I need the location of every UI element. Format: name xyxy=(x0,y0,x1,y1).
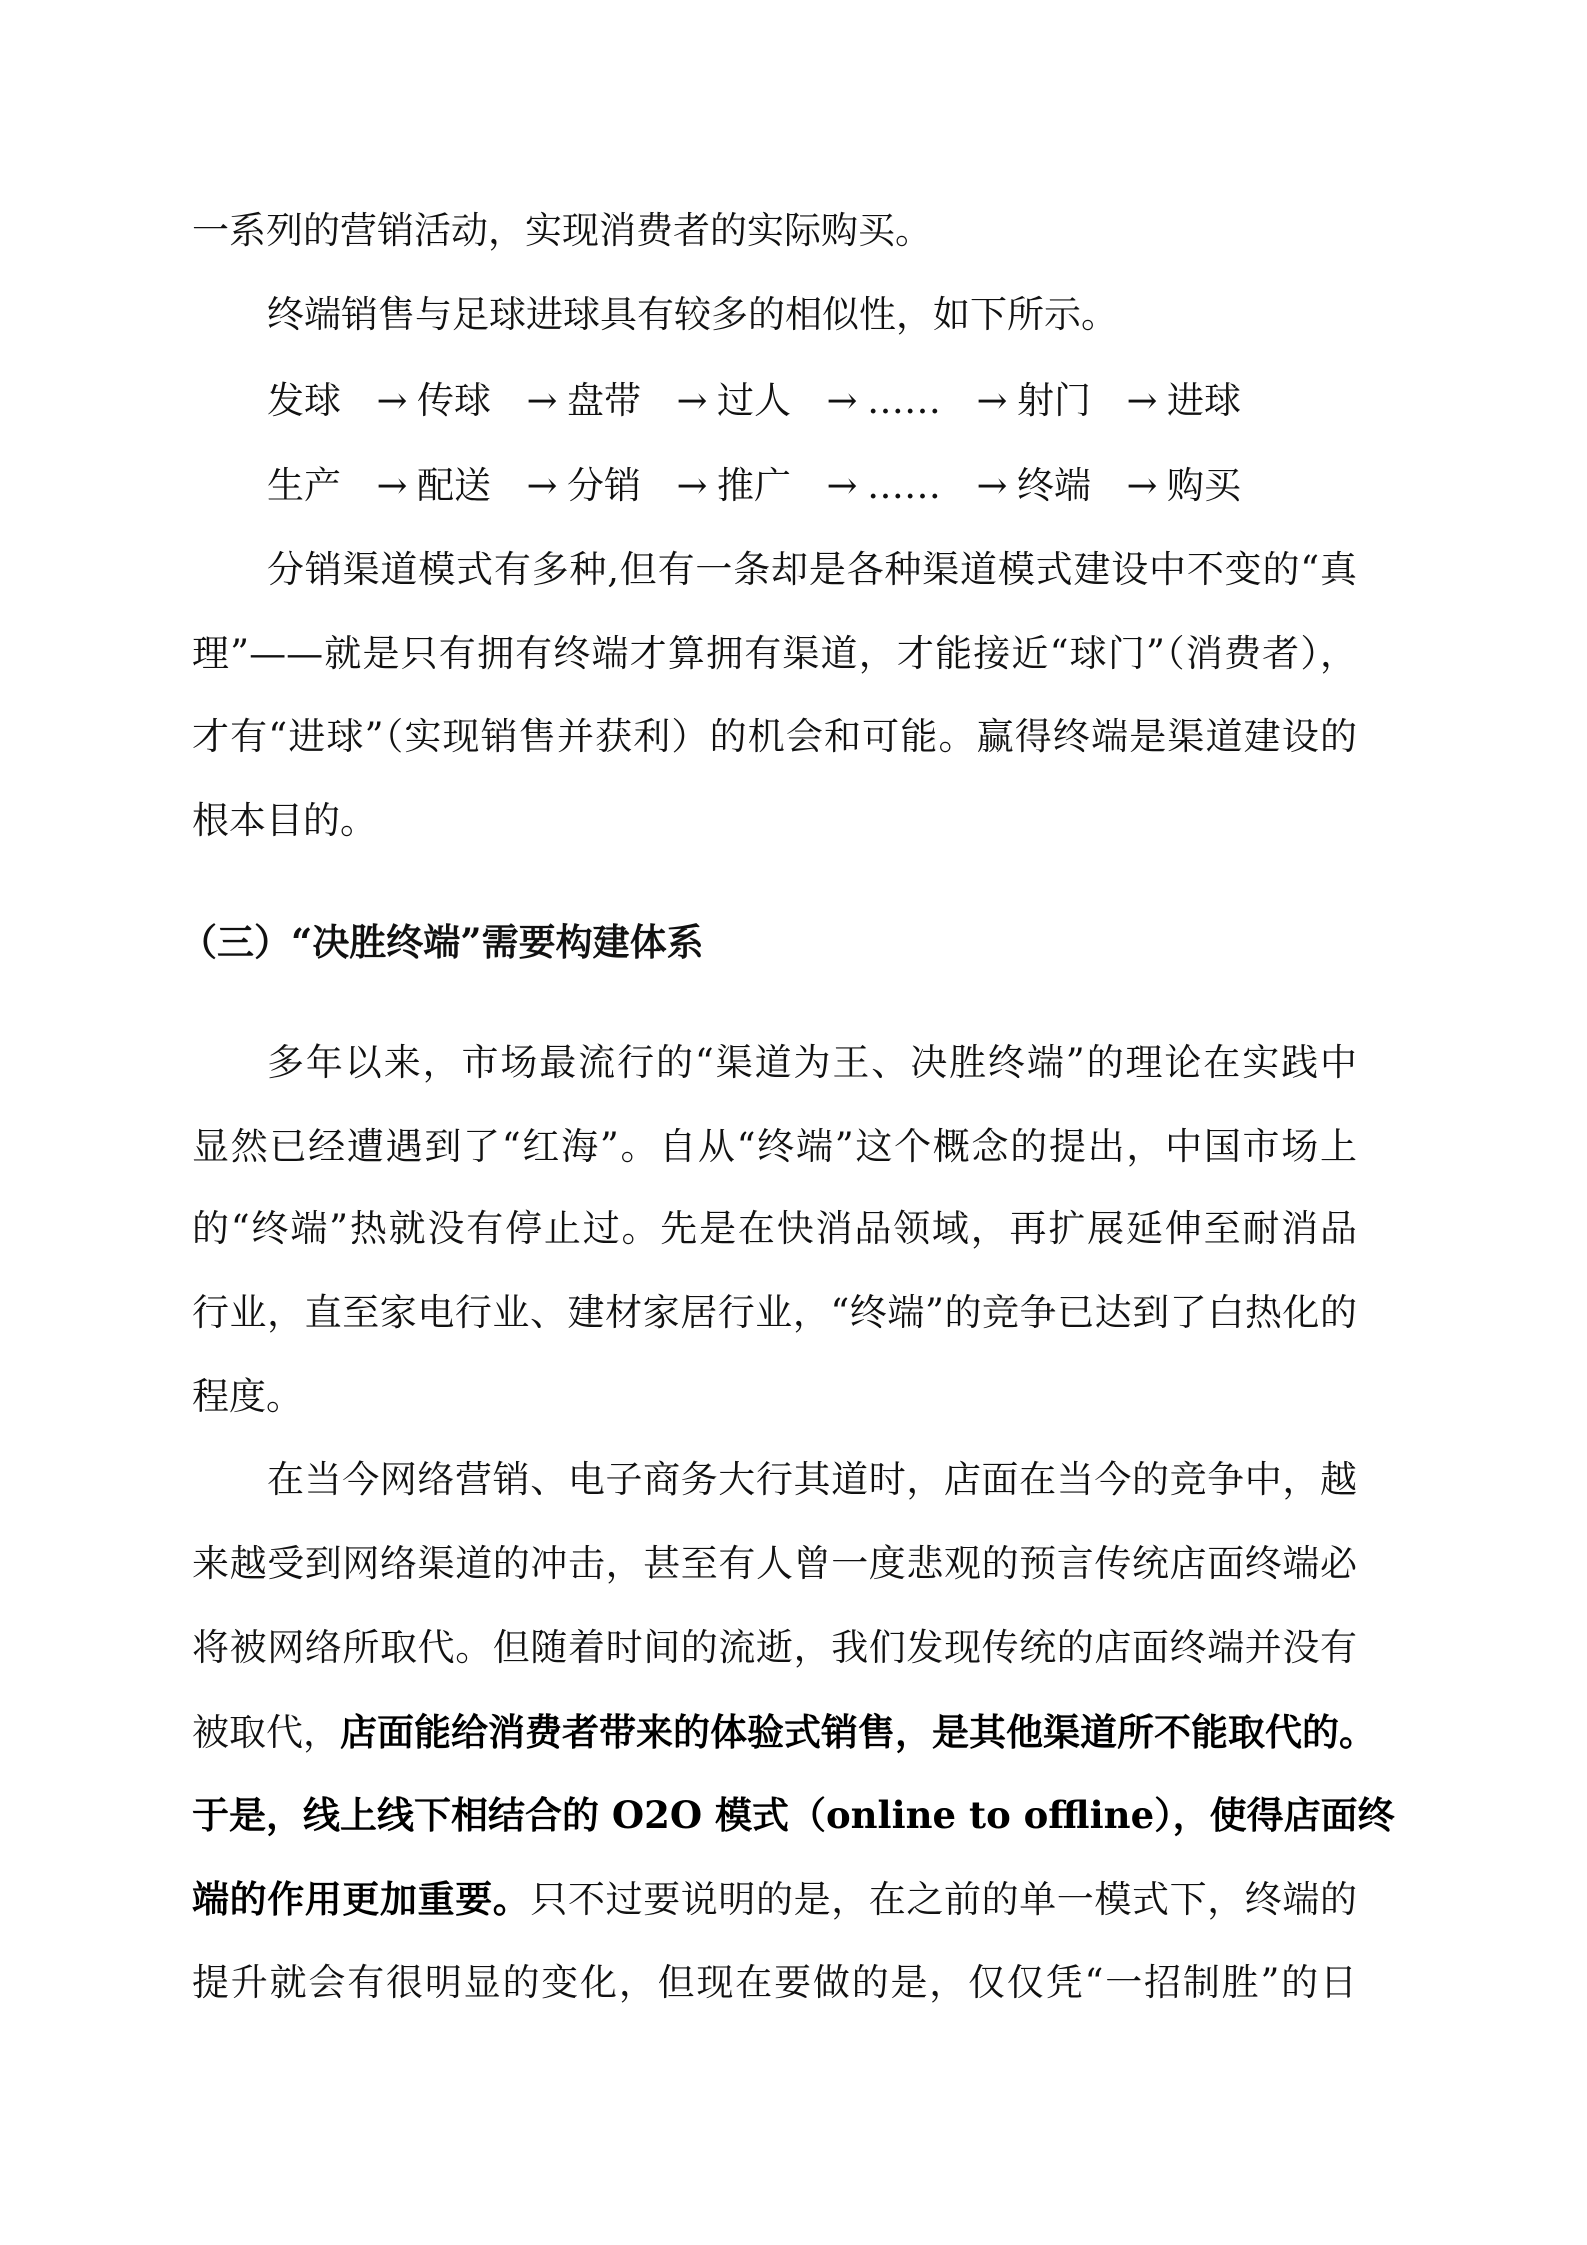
flow-step: 过人 xyxy=(717,379,791,422)
arrow-icon: → xyxy=(826,464,858,507)
flow-step: 推广 xyxy=(717,464,791,507)
flow-step: 盘带 xyxy=(567,379,641,422)
bold-text-segment: 店面能给消费者带来的体验式销售，是其他渠道所不能取代的。 xyxy=(340,1710,1376,1754)
arrow-icon: → xyxy=(676,464,708,507)
paragraph-line: 多年以来，市场最流行的“渠道为王、决胜终端”的理论在实践中 xyxy=(267,1041,1357,1084)
paragraph-line: 显然已经遭遇到了“红海”。自从“终端”这个概念的提出，中国市场上 xyxy=(192,1125,1357,1168)
arrow-icon: → xyxy=(676,379,708,422)
paragraph-line xyxy=(192,1874,1357,1924)
paragraph-line: 程度。 xyxy=(192,1375,303,1418)
flow-step: 射门 xyxy=(1017,379,1091,422)
paragraph-line: 根本目的。 xyxy=(192,799,377,842)
paragraph-line: 终端销售与足球进球具有较多的相似性，如下所示。 xyxy=(267,293,1118,336)
paragraph-line: 分销渠道模式有多种,但有一条却是各种渠道模式建设中不变的“真 xyxy=(267,548,1357,591)
section-heading: （三）“决胜终端”需要构建体系 xyxy=(180,920,704,964)
flow-step: 购买 xyxy=(1167,464,1241,507)
paragraph-line: 的“终端”热就没有停止过。先是在快消品领域，再扩展延伸至耐消品 xyxy=(192,1207,1357,1250)
arrow-icon: → xyxy=(976,379,1008,422)
arrow-icon: → xyxy=(526,379,558,422)
flow-step: 传球 xyxy=(417,379,491,422)
paragraph-line: 提升就会有很明显的变化，但现在要做的是，仅仅凭“一招制胜”的日 xyxy=(192,1961,1357,2004)
paragraph-line-bold: 于是，线上线下相结合的 O2O 模式（online to offline），使得店面终 xyxy=(192,1793,1395,1837)
sales-flow xyxy=(267,461,1267,511)
paragraph-line xyxy=(192,1707,1376,1757)
arrow-icon: → xyxy=(376,464,408,507)
paragraph-line: 一系列的营销活动，实现消费者的实际购买。 xyxy=(192,209,932,252)
flow-step: 生产 xyxy=(267,464,341,507)
arrow-icon: → xyxy=(526,464,558,507)
flow-step: 分销 xyxy=(567,464,641,507)
arrow-icon: → xyxy=(1126,464,1158,507)
flow-step: …… xyxy=(867,379,941,422)
arrow-icon: → xyxy=(376,379,408,422)
paragraph-line: 才有“进球”（实现销售并获利）的机会和可能。赢得终端是渠道建设的 xyxy=(192,715,1357,758)
flow-step: 发球 xyxy=(267,379,341,422)
flow-step: 进球 xyxy=(1167,379,1241,422)
text-segment: 被取代， xyxy=(192,1711,340,1754)
paragraph-line: 将被网络所取代。但随着时间的流逝，我们发现传统的店面终端并没有 xyxy=(192,1626,1357,1669)
flow-step: 配送 xyxy=(417,464,491,507)
football-flow xyxy=(267,376,1267,426)
paragraph-line: 在当今网络营销、电子商务大行其道时，店面在当今的竞争中，越 xyxy=(267,1458,1357,1501)
paragraph-line: 行业，直至家电行业、建材家居行业，“终端”的竞争已达到了白热化的 xyxy=(192,1291,1357,1334)
bold-text-segment: 端的作用更加重要。 xyxy=(192,1877,531,1921)
arrow-icon: → xyxy=(976,464,1008,507)
flow-step: …… xyxy=(867,464,941,507)
text-segment: 只不过要说明的是，在之前的单一模式下，终端的 xyxy=(530,1878,1358,1921)
arrow-icon: → xyxy=(1126,379,1158,422)
paragraph-line: 理”——就是只有拥有终端才算拥有渠道，才能接近“球门”（消费者）， xyxy=(192,632,1357,675)
arrow-icon: → xyxy=(826,379,858,422)
flow-step: 终端 xyxy=(1017,464,1091,507)
paragraph-line: 来越受到网络渠道的冲击，甚至有人曾一度悲观的预言传统店面终端必 xyxy=(192,1542,1357,1585)
